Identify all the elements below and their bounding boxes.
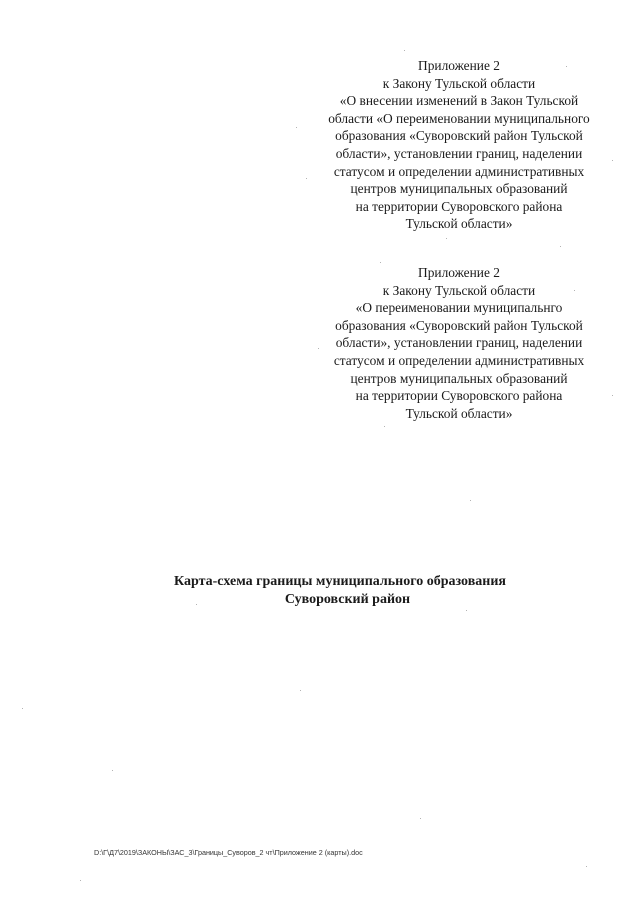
appendix-line: «О переименовании муниципальнго <box>355 300 563 316</box>
appendix-line: центров муниципальных образований <box>350 181 568 197</box>
appendix-header-original <box>300 264 618 422</box>
appendix-line: области», установлении границ, наделении <box>335 145 583 161</box>
map-title-line-1: Карта-схема границы муниципального образования <box>174 574 506 589</box>
appendix-header-amendment <box>300 57 618 233</box>
appendix-line: «О внесении изменений в Закон Тульской <box>339 93 579 109</box>
appendix-line: к Закону Тульской области <box>382 75 536 91</box>
footer-file-path: D:\Г\Д7\2019\ЗАКОНЫ\ЗАС_3\Границы_Суворов_2 чт\Приложение 2 (карты).doc <box>94 848 363 857</box>
appendix-line: Тульской области» <box>405 216 513 232</box>
map-title-line-2: Суворовский район <box>284 592 411 607</box>
appendix-line: образования «Суворовский район Тульской <box>335 317 583 333</box>
appendix-line: Тульской области» <box>405 405 513 421</box>
appendix-line: статусом и определении административных <box>333 352 585 368</box>
appendix-line: образования «Суворовский район Тульской <box>335 128 583 144</box>
appendix-line: области «О переименовании муниципального <box>328 110 590 126</box>
appendix-line: статусом и определении административных <box>333 163 585 179</box>
appendix-line: на территории Суворовского района <box>355 198 563 214</box>
appendix-line: к Закону Тульской области <box>382 282 536 298</box>
appendix-line: на территории Суворовского района <box>355 388 563 404</box>
appendix-line: области», установлении границ, наделении <box>335 335 583 351</box>
appendix-line: Приложение 2 <box>418 265 500 280</box>
appendix-line: центров муниципальных образований <box>350 370 568 386</box>
appendix-line: Приложение 2 <box>418 58 500 73</box>
map-title <box>0 573 640 609</box>
